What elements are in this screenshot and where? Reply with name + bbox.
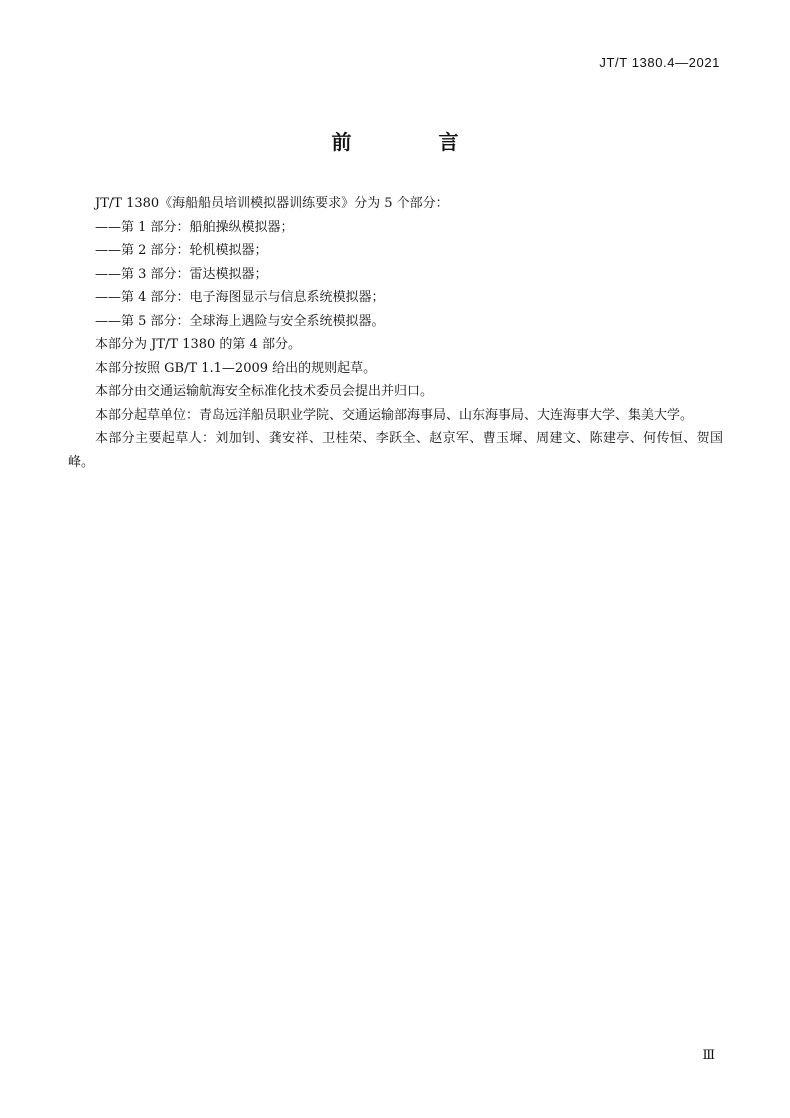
paragraph-drafters: 本部分主要起草人：刘加钊、龚安祥、卫桂荣、李跃全、赵京军、曹玉墀、周建文、陈建亭、何传恒、贺国峰。 bbox=[68, 431, 723, 470]
foreword-body bbox=[68, 192, 723, 474]
list-item-part-2: ——第 2 部分：轮机模拟器； bbox=[95, 243, 268, 258]
list-item-part-4: ——第 4 部分：电子海图显示与信息系统模拟器； bbox=[95, 290, 385, 305]
paragraph-part-statement: 本部分为 JT/T 1380 的第 4 部分。 bbox=[95, 337, 301, 352]
paragraph-intro: JT/T 1380《海船船员培训模拟器训练要求》分为 5 个部分： bbox=[95, 196, 449, 211]
list-item-part-3: ——第 3 部分：雷达模拟器； bbox=[95, 266, 268, 282]
paragraph-drafting-rules: 本部分按照 GB/T 1.1—2009 给出的规则起草。 bbox=[95, 360, 377, 376]
list-item-part-5: ——第 5 部分：全球海上遇险与安全系统模拟器。 bbox=[95, 313, 385, 329]
paragraph-drafting-units: 本部分起草单位：青岛远洋船员职业学院、交通运输部海事局、山东海事局、大连海事大学、集美大学。 bbox=[95, 407, 694, 423]
list-item-part-1: ——第 1 部分：船舶操纵模拟器； bbox=[95, 219, 294, 235]
page-title: 前 言 bbox=[331, 130, 499, 154]
document-code: JT/T 1380.4—2021 bbox=[599, 55, 720, 70]
paragraph-proposer: 本部分由交通运输航海安全标准化技术委员会提出并归口。 bbox=[95, 384, 434, 399]
page-number: Ⅲ bbox=[702, 1048, 715, 1063]
